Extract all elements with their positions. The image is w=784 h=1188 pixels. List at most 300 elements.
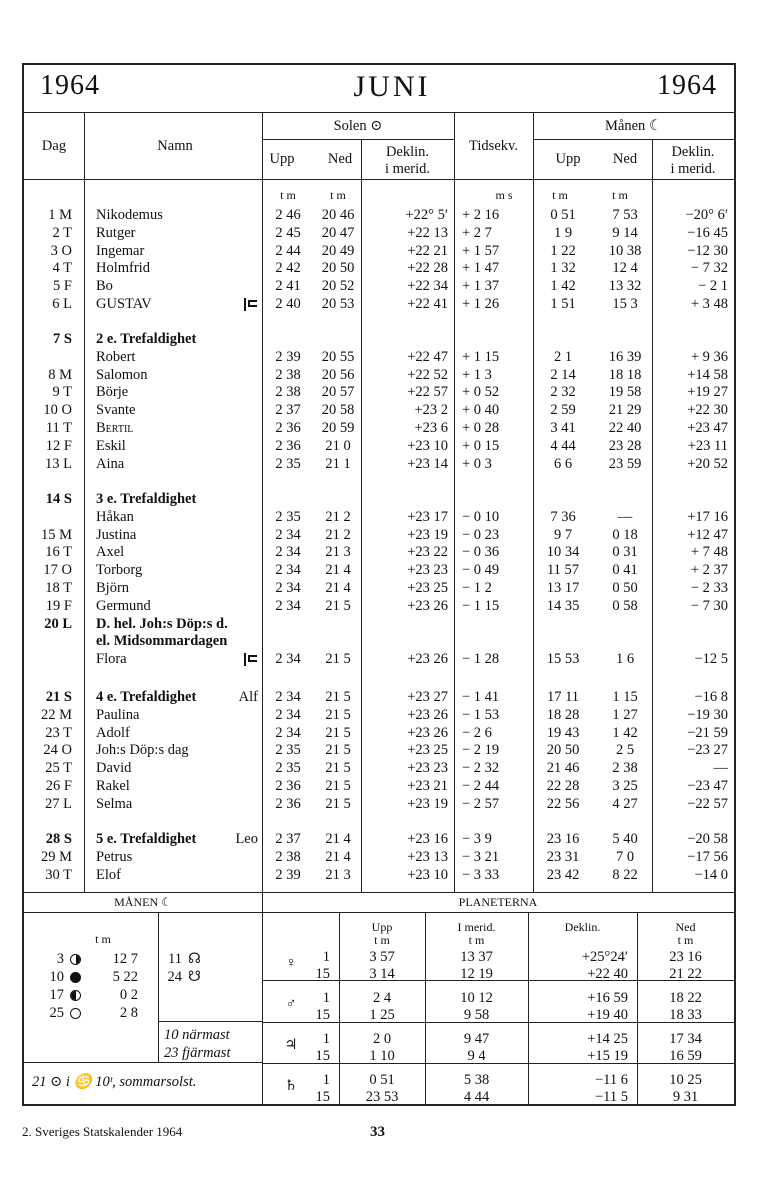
unit-man-upp: t m xyxy=(552,188,568,202)
equation-of-time: − 2 19 xyxy=(462,742,500,759)
moon-set: 13 32 xyxy=(608,278,642,295)
planet-symbol: ♃ xyxy=(284,1037,298,1053)
moon-rise: 6 6 xyxy=(553,455,573,472)
planet-rise: 1 10 xyxy=(369,1048,395,1064)
moon-declination: −22 57 xyxy=(687,795,728,812)
sun-rise: 2 36 xyxy=(275,420,301,436)
moon-declination: −16 45 xyxy=(687,224,728,241)
moon-rise: 2 32 xyxy=(550,384,576,401)
moon-set: 0 18 xyxy=(612,526,638,543)
moon-declination: — xyxy=(713,760,728,777)
sun-rise: 2 38 xyxy=(275,384,301,401)
moon-set: 4 27 xyxy=(612,795,638,812)
day-label: 14 S xyxy=(45,491,72,507)
day-name: 2 e. Trefaldighet xyxy=(96,331,197,347)
equation-of-time: + 0 52 xyxy=(462,384,500,401)
unit-sol-upp: t m xyxy=(280,188,296,202)
day-name: Bo xyxy=(96,278,113,295)
moon-declination: +23 11 xyxy=(687,437,728,454)
sun-rise: 2 44 xyxy=(275,242,301,259)
planet-header-ned: Ned xyxy=(675,920,696,934)
planet-header-unit: t m xyxy=(677,933,694,947)
equation-of-time: − 2 32 xyxy=(462,760,500,777)
planet-symbol: ♂ xyxy=(285,996,297,1012)
day-name: Rakel xyxy=(96,778,130,794)
day-name: el. Midsommardagen xyxy=(96,633,228,650)
moon-set: 21 29 xyxy=(608,402,642,419)
day-name: Petrus xyxy=(96,848,133,865)
planet-declination: +22 40 xyxy=(587,966,628,982)
moon-rise: 1 51 xyxy=(550,296,576,312)
sun-rise: 2 37 xyxy=(275,831,301,847)
planet-rise: 1 25 xyxy=(369,1007,395,1023)
moon-set: 0 31 xyxy=(612,544,638,561)
day-name: Salomon xyxy=(96,366,148,383)
equation-of-time: − 1 2 xyxy=(462,580,492,596)
day-name: D. hel. Joh:s Döp:s d. xyxy=(96,615,228,632)
sun-declination: +23 22 xyxy=(407,544,448,561)
moon-declination: −19 30 xyxy=(687,706,728,723)
planet-header-merid: I merid. xyxy=(457,920,496,934)
sun-set: 20 59 xyxy=(321,420,355,436)
sun-set: 21 2 xyxy=(325,508,351,525)
sun-declination: +23 26 xyxy=(407,706,448,723)
moon-phase-day: 10 xyxy=(49,969,64,985)
day-label: 27 L xyxy=(45,795,72,812)
day-name: Håkan xyxy=(96,508,134,525)
planet-meridian: 9 58 xyxy=(463,1007,490,1023)
moon-set: 15 3 xyxy=(612,296,638,312)
day-label: 7 S xyxy=(53,331,72,347)
moon-set: 23 59 xyxy=(608,455,642,472)
moon-rise: 9 7 xyxy=(553,526,573,543)
moon-declination: − 2 33 xyxy=(690,580,728,596)
day-label: 15 M xyxy=(40,526,72,543)
planet-set: 23 16 xyxy=(669,949,702,965)
sun-declination: +23 25 xyxy=(407,742,448,759)
sun-declination: +23 26 xyxy=(407,724,448,741)
sun-set: 20 53 xyxy=(321,296,355,312)
moon-rise: 2 14 xyxy=(550,366,576,383)
sun-declination: +23 10 xyxy=(407,437,448,454)
moon-rise: 23 31 xyxy=(546,848,580,865)
equation-of-time: + 0 40 xyxy=(462,402,500,419)
header-bottom-rule xyxy=(24,179,734,180)
day-name: Flora xyxy=(96,651,127,668)
sun-declination: +23 19 xyxy=(407,795,448,812)
sol-ned-header: Ned xyxy=(327,151,353,167)
moon-phase-time: 12 7 xyxy=(112,951,138,967)
page-number: 33 xyxy=(370,1124,385,1140)
moon-farthest: 23 fjärmast xyxy=(164,1045,231,1061)
planet-symbol: ♀ xyxy=(285,955,297,971)
planet-date: 15 xyxy=(315,1089,330,1105)
equation-of-time: − 0 10 xyxy=(462,508,500,525)
moon-set: 3 25 xyxy=(612,778,638,794)
day-label: 17 O xyxy=(43,562,72,579)
day-name: Börje xyxy=(96,384,129,401)
day-label: 11 T xyxy=(45,420,72,436)
moon-rise: 19 43 xyxy=(546,724,580,741)
day-name: Elof xyxy=(96,866,121,883)
sun-set: 20 46 xyxy=(321,207,355,223)
sun-rise: 2 34 xyxy=(275,544,301,561)
planet-date: 15 xyxy=(315,1007,330,1023)
moon-rise: 0 51 xyxy=(550,207,576,223)
moon-rise: 20 50 xyxy=(546,742,580,759)
sun-declination: +23 27 xyxy=(407,689,448,705)
sun-set: 21 5 xyxy=(325,706,351,723)
planet-meridian: 12 19 xyxy=(460,966,493,982)
sun-set: 20 58 xyxy=(321,402,355,419)
sun-set: 20 47 xyxy=(321,224,355,241)
sun-set: 20 57 xyxy=(321,384,355,401)
sun-declination: +23 14 xyxy=(407,455,448,472)
sun-rise: 2 34 xyxy=(275,580,301,596)
day-name: 4 e. Trefaldighet xyxy=(96,689,197,705)
day-name: Selma xyxy=(96,795,133,812)
moon-declination: − 7 32 xyxy=(690,260,728,277)
col-rule-man-ned xyxy=(652,139,653,892)
sun-rise: 2 39 xyxy=(275,348,301,365)
moon-node-symbol: ☋ xyxy=(188,969,201,985)
moon-declination: +20 52 xyxy=(687,455,728,472)
equation-of-time: + 2 16 xyxy=(462,207,500,223)
swedish-flag-icon xyxy=(244,298,258,310)
equation-of-time: + 0 28 xyxy=(462,420,500,436)
sun-set: 21 5 xyxy=(325,689,351,705)
planet-date: 1 xyxy=(322,990,330,1006)
sun-set: 21 5 xyxy=(325,651,351,668)
man-ned-header: Ned xyxy=(612,151,638,167)
day-name: Holmfrid xyxy=(96,260,150,277)
day-label: 6 L xyxy=(52,296,72,312)
moon-rise: 2 59 xyxy=(550,402,576,419)
sun-rise: 2 45 xyxy=(275,224,301,241)
moon-phase-time: 5 22 xyxy=(112,969,138,985)
sun-set: 21 5 xyxy=(325,760,351,777)
sun-set: 21 4 xyxy=(325,580,351,596)
unit-sol-ned: t m xyxy=(330,188,346,202)
moon-col-rule xyxy=(158,912,159,1062)
moon-rise: 14 35 xyxy=(546,597,580,614)
moon-rise: 1 42 xyxy=(550,278,576,295)
day-name: Torborg xyxy=(96,562,143,579)
moon-rise: 10 34 xyxy=(546,544,580,561)
moon-declination: −17 56 xyxy=(687,848,728,865)
sun-declination: +23 16 xyxy=(407,831,448,847)
day-label: 20 L xyxy=(44,615,72,632)
equation-of-time: − 1 53 xyxy=(462,706,500,723)
sun-rise: 2 40 xyxy=(275,296,301,312)
moon-first-icon xyxy=(70,954,81,965)
equation-of-time: + 0 15 xyxy=(462,437,500,454)
moon-phase-day: 3 xyxy=(56,951,64,967)
moon-unit: t m xyxy=(95,932,111,946)
planet-declination: −11 5 xyxy=(594,1089,628,1105)
day-label: 21 S xyxy=(45,689,72,705)
moon-declination: +23 47 xyxy=(687,420,728,436)
moon-phase-day: 25 xyxy=(49,1005,64,1021)
equation-of-time: − 3 33 xyxy=(462,866,500,883)
moon-set: 18 18 xyxy=(608,366,642,383)
man-deklin-sub: i merid. xyxy=(670,161,716,177)
day-label: 18 T xyxy=(45,580,72,596)
moon-rise: 1 22 xyxy=(550,242,576,259)
sun-rise: 2 34 xyxy=(275,597,301,614)
planet-set: 18 33 xyxy=(669,1007,702,1023)
sun-set: 21 5 xyxy=(325,724,351,741)
moon-last-icon xyxy=(70,990,81,1001)
sun-declination: +23 19 xyxy=(407,526,448,543)
tidsekv-header: Tidsekv. xyxy=(469,138,518,154)
moon-declination: −21 59 xyxy=(687,724,728,741)
moon-set: 0 50 xyxy=(612,580,638,596)
equation-of-time: − 0 49 xyxy=(462,562,500,579)
moon-rise: 23 16 xyxy=(546,831,580,847)
planet-declination: +15 19 xyxy=(587,1048,628,1064)
day-label: 23 T xyxy=(45,724,72,741)
planet-set: 10 25 xyxy=(669,1072,702,1088)
moon-declination: +17 16 xyxy=(687,508,728,525)
sun-declination: +22 34 xyxy=(407,278,448,295)
sun-rise: 2 46 xyxy=(275,207,301,223)
moon-rise: 23 42 xyxy=(546,866,580,883)
equation-of-time: − 2 44 xyxy=(462,778,500,794)
sun-declination: +22 28 xyxy=(407,260,448,277)
planet-meridian: 10 12 xyxy=(460,990,493,1006)
sun-rise: 2 38 xyxy=(275,366,301,383)
sun-rise: 2 36 xyxy=(275,778,301,794)
moon-node-day: 24 xyxy=(167,969,182,985)
equation-of-time: + 1 47 xyxy=(462,260,500,277)
unit-tidsekv: m s xyxy=(495,188,513,202)
planet-meridian: 9 47 xyxy=(463,1031,490,1047)
sun-rise: 2 37 xyxy=(275,402,301,419)
equation-of-time: − 3 9 xyxy=(462,831,492,847)
day-label: 19 F xyxy=(45,597,72,614)
day-name-extra: Leo xyxy=(235,831,258,847)
planet-date: 15 xyxy=(315,1048,330,1064)
sun-declination: +23 2 xyxy=(414,402,448,419)
sun-set: 21 5 xyxy=(325,597,351,614)
planet-declination: +16 59 xyxy=(587,990,628,1006)
moon-set: 2 38 xyxy=(612,760,638,777)
equation-of-time: − 1 15 xyxy=(462,597,500,614)
moon-declination: + 2 37 xyxy=(690,562,728,579)
moon-rise: 3 41 xyxy=(550,420,576,436)
moon-node-symbol: ☊ xyxy=(188,951,201,967)
day-label: 29 M xyxy=(40,848,72,865)
day-name: 5 e. Trefaldighet xyxy=(96,831,197,847)
col-rule-sol-dek xyxy=(454,112,455,892)
moon-declination: −12 30 xyxy=(687,242,728,259)
day-name: Aina xyxy=(96,455,125,472)
moon-declination: −20 58 xyxy=(687,831,728,847)
moon-phase-day: 17 xyxy=(49,987,64,1003)
day-name: 3 e. Trefaldighet xyxy=(96,491,197,507)
planet-meridian: 9 4 xyxy=(467,1048,486,1064)
moon-declination: + 9 36 xyxy=(690,348,728,365)
sun-rise: 2 34 xyxy=(275,706,301,723)
day-label: 5 F xyxy=(53,278,72,295)
moon-declination: −20° 6′ xyxy=(685,207,728,223)
sun-declination: +23 26 xyxy=(407,597,448,614)
moon-declination: − 7 30 xyxy=(690,597,728,614)
moon-near-rule xyxy=(158,1021,262,1022)
planet-declination: −11 6 xyxy=(594,1072,628,1088)
man-upp-header: Upp xyxy=(555,151,581,167)
day-label: 10 O xyxy=(43,402,72,419)
sun-declination: +23 21 xyxy=(407,778,448,794)
moon-set: 5 40 xyxy=(612,831,638,847)
sun-rise: 2 39 xyxy=(275,866,301,883)
manen-header: Månen ☾ xyxy=(605,118,662,134)
moon-set: 23 28 xyxy=(608,437,642,454)
equation-of-time: + 1 26 xyxy=(462,296,500,312)
day-name: Joh:s Döp:s dag xyxy=(96,742,189,759)
year-left: 1964 xyxy=(40,70,100,101)
moon-set: 16 39 xyxy=(608,348,642,365)
equation-of-time: − 2 6 xyxy=(462,724,492,741)
moon-rise: 7 36 xyxy=(550,508,576,525)
dag-header: Dag xyxy=(41,138,67,154)
day-label: 2 T xyxy=(52,224,72,241)
day-label: 12 F xyxy=(45,437,72,454)
moon-declination: +14 58 xyxy=(687,366,728,383)
title-rule xyxy=(24,112,734,113)
sun-set: 21 2 xyxy=(325,526,351,543)
moon-set: 8 22 xyxy=(612,866,638,883)
moon-rise: 18 28 xyxy=(546,706,580,723)
moon-set: 1 6 xyxy=(615,651,635,668)
sun-declination: +23 10 xyxy=(407,866,448,883)
sun-set: 20 55 xyxy=(321,348,355,365)
equation-of-time: + 1 57 xyxy=(462,242,500,259)
planet-header-unit: t m xyxy=(468,933,485,947)
planet-rise: 3 14 xyxy=(369,966,395,982)
moon-rise: 4 44 xyxy=(550,437,576,454)
day-name: David xyxy=(96,760,132,777)
planet-rise: 23 53 xyxy=(365,1089,399,1105)
equation-of-time: − 1 41 xyxy=(462,689,500,705)
planet-set: 17 34 xyxy=(669,1031,702,1047)
day-label: 30 T xyxy=(45,866,72,883)
moon-node-day: 11 xyxy=(168,951,182,967)
sol-deklin-sub: i merid. xyxy=(384,161,431,177)
planet-date: 15 xyxy=(315,966,330,982)
sun-declination: +23 26 xyxy=(407,651,448,668)
sun-rise: 2 36 xyxy=(275,437,301,454)
day-label: 22 M xyxy=(40,706,72,723)
day-label: 3 O xyxy=(50,242,72,259)
sun-rise: 2 35 xyxy=(275,455,301,472)
moon-declination: −12 5 xyxy=(694,651,728,668)
moon-rise: 22 56 xyxy=(546,795,580,812)
moon-rise: 1 32 xyxy=(550,260,576,277)
sun-declination: +22° 5′ xyxy=(405,207,448,223)
day-name: Axel xyxy=(96,544,125,561)
sun-rise: 2 34 xyxy=(275,651,301,668)
equation-of-time: − 3 21 xyxy=(462,848,500,865)
moon-declination: − 2 1 xyxy=(698,278,728,295)
moon-set: 1 42 xyxy=(612,724,638,741)
sun-set: 21 3 xyxy=(325,866,351,883)
planet-header-upp: Upp xyxy=(371,920,393,934)
day-name: Nikodemus xyxy=(96,207,163,223)
moon-set: 9 14 xyxy=(612,224,638,241)
sun-declination: +23 17 xyxy=(407,508,448,525)
moon-rise: 21 46 xyxy=(546,760,580,777)
moon-set: 19 58 xyxy=(608,384,642,401)
sun-rise: 2 35 xyxy=(275,760,301,777)
sun-rise: 2 34 xyxy=(275,689,301,705)
equation-of-time: + 1 3 xyxy=(462,366,492,383)
sun-rise: 2 34 xyxy=(275,526,301,543)
sun-set: 21 5 xyxy=(325,778,351,794)
planet-symbol: ♄ xyxy=(284,1078,298,1094)
planet-set: 18 22 xyxy=(669,990,702,1006)
planet-rise: 2 4 xyxy=(372,990,392,1006)
moon-rise: 15 53 xyxy=(546,651,580,668)
footer-source: 2. Sveriges Statskalender 1964 xyxy=(22,1124,183,1139)
day-label: 13 L xyxy=(45,455,72,472)
sun-declination: +22 57 xyxy=(407,384,448,401)
day-label: 4 T xyxy=(52,260,72,277)
sun-set: 21 5 xyxy=(325,742,351,759)
day-name: Germund xyxy=(96,597,151,614)
moon-declination: −23 47 xyxy=(687,778,728,794)
sun-set: 21 4 xyxy=(325,848,351,865)
moon-rise: 13 17 xyxy=(546,580,580,596)
day-label: 16 T xyxy=(45,544,72,561)
moon-declination: −16 8 xyxy=(694,689,728,705)
moon-set: 22 40 xyxy=(608,420,642,436)
day-label: 28 S xyxy=(45,831,72,847)
section-divider xyxy=(262,892,263,1104)
day-name: GUSTAV xyxy=(96,296,152,312)
sun-declination: +22 52 xyxy=(407,366,448,383)
day-label: 1 M xyxy=(48,207,72,223)
day-label: 25 T xyxy=(45,760,72,777)
planet-set: 21 22 xyxy=(669,966,702,982)
sun-set: 21 4 xyxy=(325,831,351,847)
sol-upp-header: Upp xyxy=(269,151,295,167)
swedish-flag-icon xyxy=(244,653,258,665)
day-label: 9 T xyxy=(52,384,72,401)
moon-set: — xyxy=(617,508,633,525)
section-title-rule xyxy=(24,912,734,913)
day-name: Justina xyxy=(96,526,137,543)
planet-rise: 0 51 xyxy=(369,1072,395,1088)
moon-rise: 2 1 xyxy=(553,348,573,365)
sun-set: 20 52 xyxy=(321,278,355,295)
moon-set: 7 53 xyxy=(612,207,638,223)
col-rule-tidsekv xyxy=(533,112,534,892)
equation-of-time: − 1 28 xyxy=(462,651,500,668)
planet-header-unit: t m xyxy=(374,933,390,947)
sun-rise: 2 34 xyxy=(275,724,301,741)
moon-set: 1 27 xyxy=(612,706,638,723)
planet-meridian: 5 38 xyxy=(463,1072,490,1088)
sun-set: 21 5 xyxy=(325,795,351,812)
moon-declination: −23 27 xyxy=(687,742,728,759)
sun-declination: +22 13 xyxy=(407,224,448,241)
planet-set: 16 59 xyxy=(669,1048,702,1064)
moon-declination: +12 47 xyxy=(687,526,728,543)
namn-header: Namn xyxy=(157,138,193,154)
unit-man-ned: t m xyxy=(612,188,628,202)
